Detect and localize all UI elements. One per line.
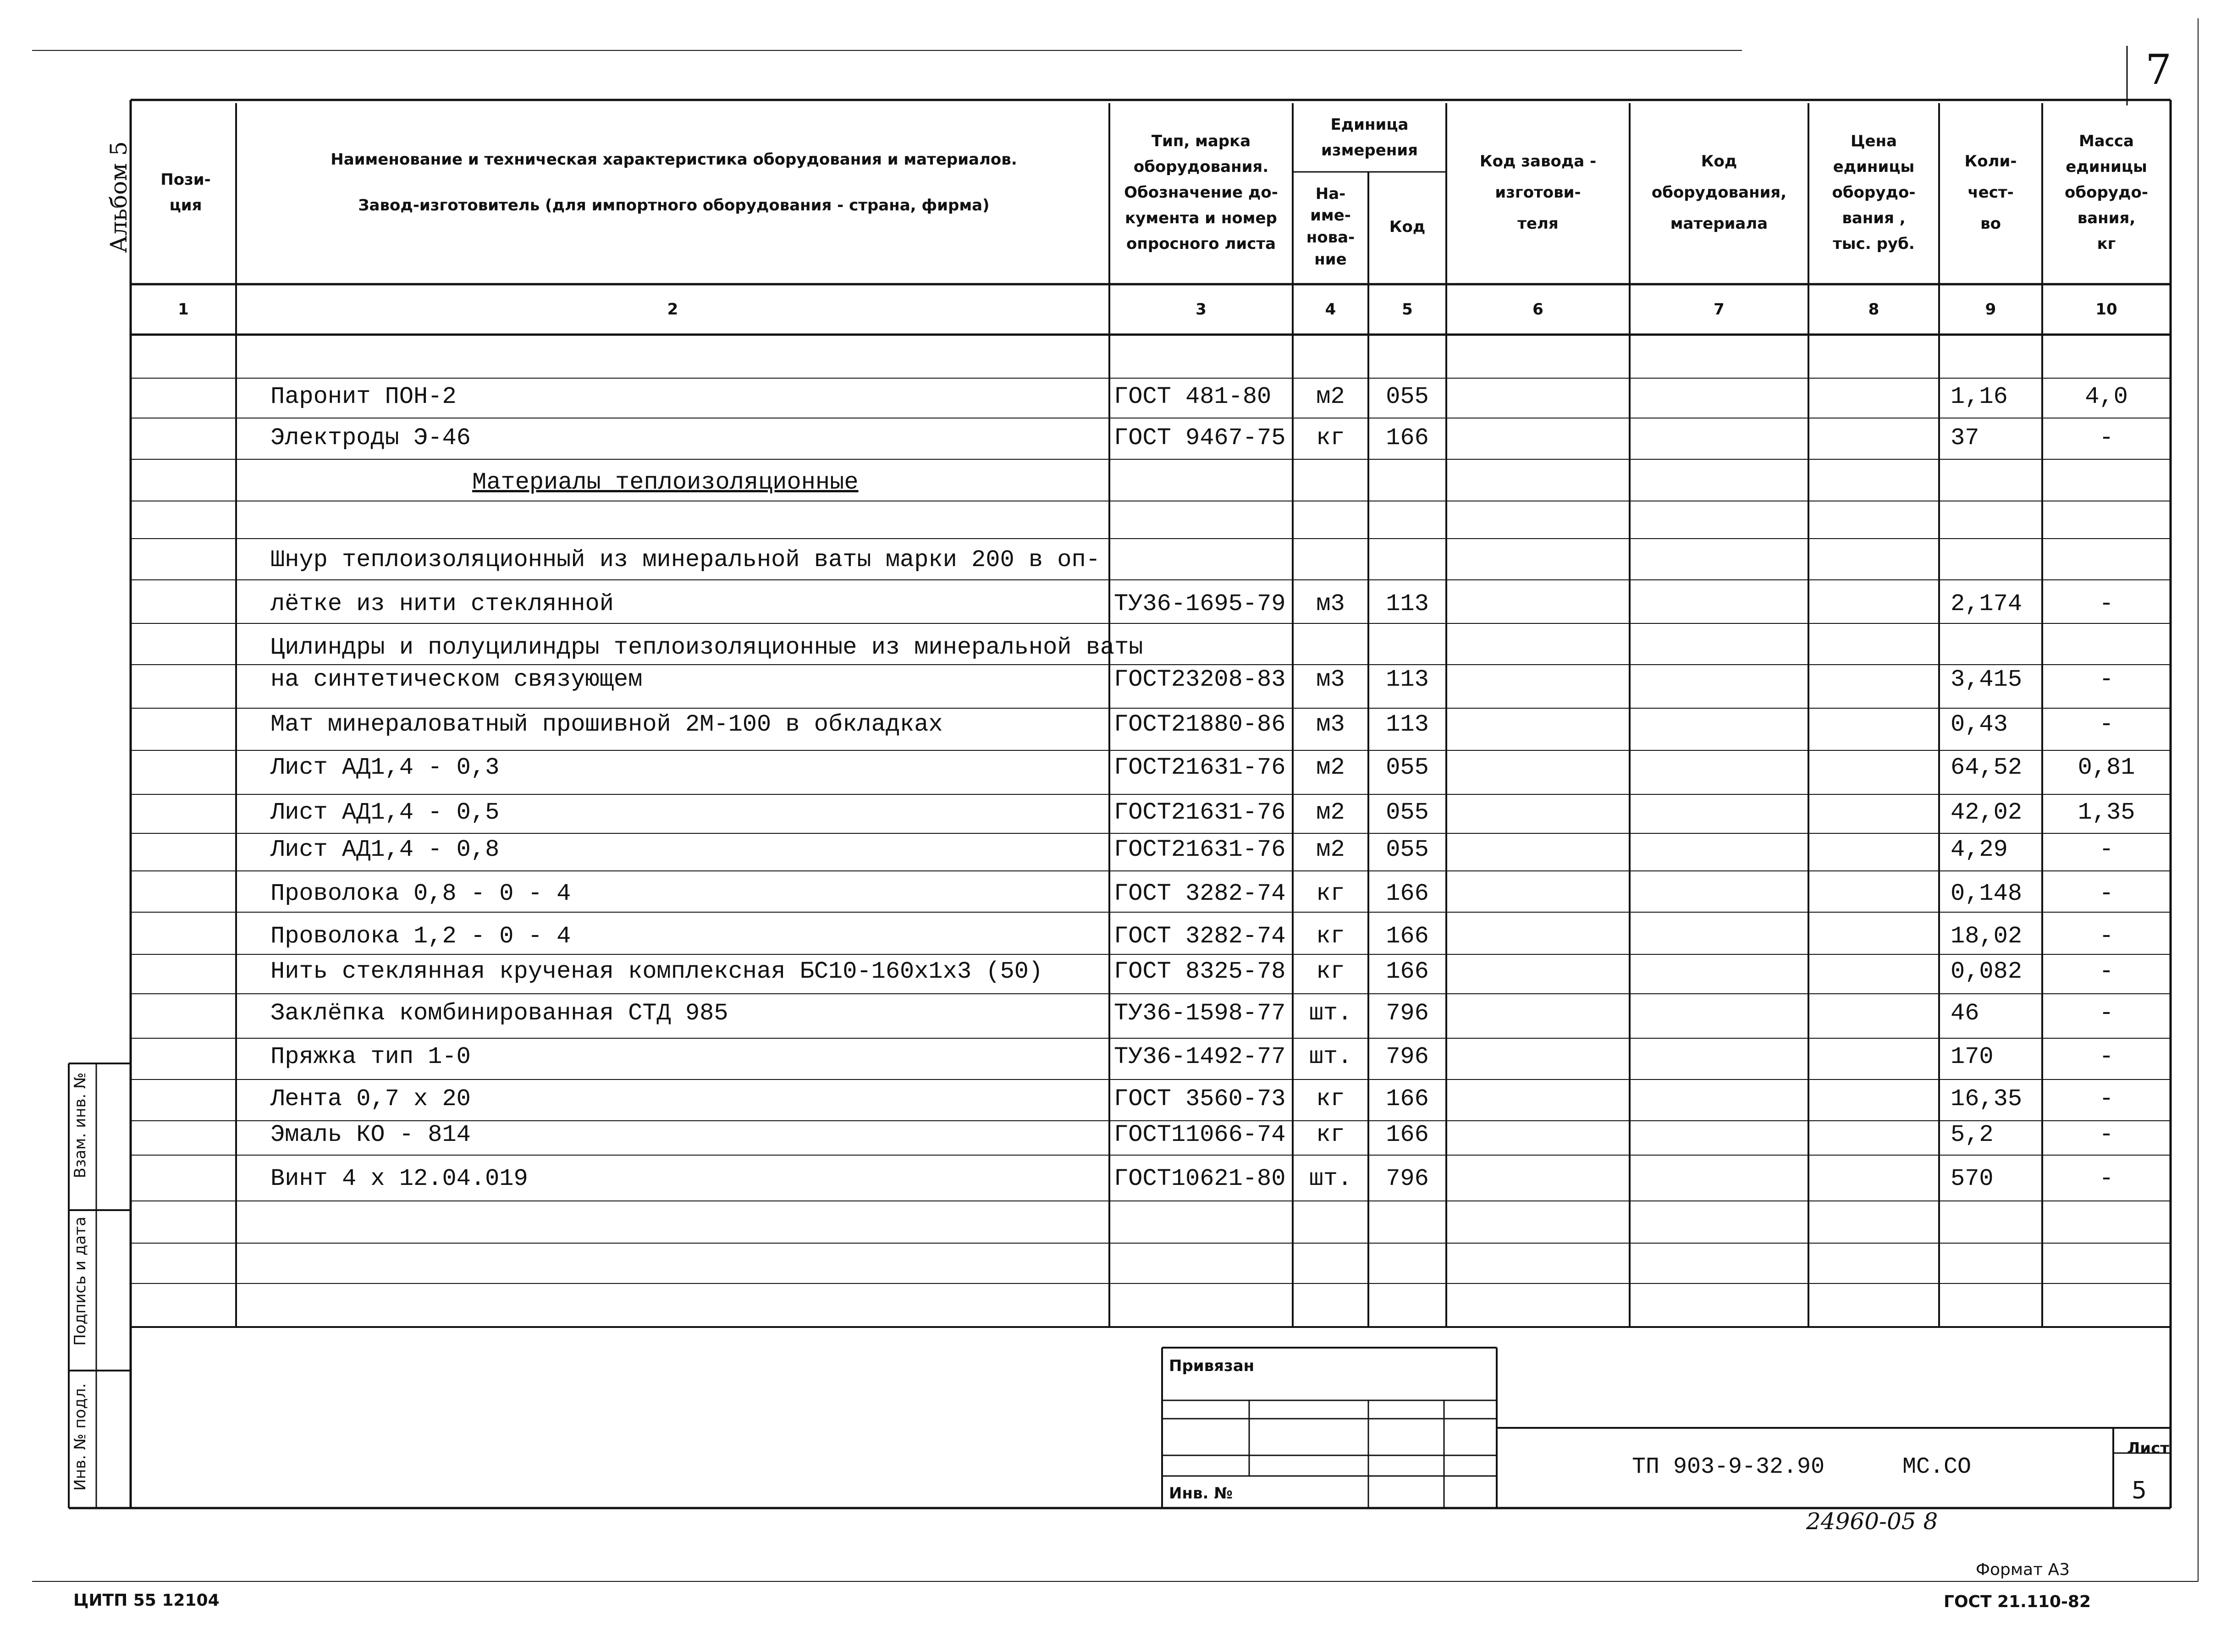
item-mass: - [2099,424,2114,452]
item-name: Цилиндры и полуцилиндры теплоизоляционные из минеральной ваты [270,634,1143,661]
item-document: ГОСТ21880-86 [1114,711,1286,738]
item-name: лётке из нити стеклянной [270,590,614,617]
header-unit-code: Код [1389,217,1426,236]
item-name: Лист АД1,4 - 0,8 [270,836,500,863]
column-number-8: 8 [1868,300,1879,319]
item-document: ГОСТ 9467-75 [1114,424,1286,452]
item-quantity: 0,148 [1951,880,2023,907]
header-equipment-code: Код оборудования, материала [1651,152,1787,233]
item-unit: м2 [1316,383,1345,410]
item-unit-code: 166 [1386,1121,1429,1148]
item-quantity: 570 [1951,1165,1994,1192]
item-unit: м2 [1316,799,1345,826]
item-document: ГОСТ 3282-74 [1114,923,1286,950]
header-type: Тип, марка оборудования. Обозначение до- кумента и номер опросного листа [1124,132,1278,253]
column-number-6: 6 [1532,300,1543,319]
item-unit: шт. [1309,1000,1352,1027]
item-mass: - [2099,1000,2114,1027]
footer-gost: ГОСТ 21.110-82 [1944,1592,2091,1611]
item-mass: - [2099,666,2114,693]
item-name: Эмаль КО - 814 [270,1121,471,1148]
item-unit-code: 113 [1386,666,1429,693]
item-quantity: 0,43 [1951,711,2008,738]
item-name: Проволока 1,2 - 0 - 4 [270,923,571,950]
item-name: Мат минераловатный прошивной 2М-100 в обкладках [270,711,943,738]
item-quantity: 1,16 [1951,383,2008,410]
item-document: ГОСТ 3560-73 [1114,1085,1286,1112]
item-unit-code: 796 [1386,1043,1429,1070]
item-quantity: 18,02 [1951,923,2023,950]
item-unit-code: 055 [1386,383,1429,410]
item-document: ТУ36-1695-79 [1114,590,1286,617]
item-unit-code: 166 [1386,424,1429,452]
item-mass: - [2099,1085,2114,1112]
item-unit: шт. [1309,1165,1352,1192]
column-number-10: 10 [2095,300,2117,319]
item-quantity: 42,02 [1951,799,2023,826]
item-unit: м2 [1316,836,1345,863]
header-name-line2: Завод-изготовитель (для импортного оборудования - страна, фирма) [358,196,990,215]
item-mass: 0,81 [2078,754,2135,781]
side-label-inv-podl: Инв. № подл. [71,1383,89,1491]
item-unit: м2 [1316,754,1345,781]
header-mass: Масса единицы оборудо- вания, кг [2065,132,2148,253]
item-unit-code: 055 [1386,836,1429,863]
item-name: Пряжка тип 1-0 [270,1043,471,1070]
item-name: Лист АД1,4 - 0,3 [270,754,500,781]
item-mass: 1,35 [2078,799,2135,826]
header-unit-name: На- име- нова- ние [1306,184,1355,269]
item-document: ГОСТ21631-76 [1114,799,1286,826]
item-document: ГОСТ 8325-78 [1114,958,1286,985]
item-document: ТУ36-1598-77 [1114,1000,1286,1027]
item-name: Винт 4 х 12.04.019 [270,1165,528,1192]
header-quantity: Коли- чест- во [1964,152,2017,233]
item-unit: кг [1316,923,1345,950]
side-label-podpis: Подпись и дата [71,1217,89,1346]
item-unit: кг [1316,1121,1345,1148]
header-position: Пози- ция [160,170,211,215]
stamp-privyazan: Привязан [1169,1357,1255,1375]
item-unit: м3 [1316,666,1345,693]
item-document: ГОСТ11066-74 [1114,1121,1286,1148]
item-mass: - [2099,923,2114,950]
item-mass: - [2099,880,2114,907]
item-mass: - [2099,836,2114,863]
stamp-list-label: Лист [2127,1439,2169,1458]
item-quantity: 0,082 [1951,958,2023,985]
item-mass: - [2099,1165,2114,1192]
item-name: Лист АД1,4 - 0,5 [270,799,500,826]
header-factory-code: Код завода - изготови- теля [1479,152,1597,233]
item-unit-code: 166 [1386,1085,1429,1112]
column-number-9: 9 [1985,300,1996,319]
item-name: Электроды Э-46 [270,424,471,452]
item-document: ГОСТ 481-80 [1114,383,1272,410]
item-document: ГОСТ21631-76 [1114,836,1286,863]
item-mass: - [2099,1043,2114,1070]
footer-code: ЦИТП 55 12104 [73,1591,220,1610]
item-quantity: 2,174 [1951,590,2023,617]
column-number-2: 2 [667,300,678,319]
column-number-5: 5 [1402,300,1413,319]
header-unit-group: Единица измерения [1321,115,1418,160]
item-quantity: 3,415 [1951,666,2023,693]
item-unit-code: 055 [1386,754,1429,781]
album-label: Альбом 5 [105,141,132,253]
item-quantity: 37 [1951,424,1979,452]
header-name-line1: Наименование и техническая характеристика оборудования и материалов. [331,150,1017,169]
item-quantity: 5,2 [1951,1121,1994,1148]
sheet-mark: 7 [2145,46,2172,94]
item-document: ГОСТ10621-80 [1114,1165,1286,1192]
item-name: Проволока 0,8 - 0 - 4 [270,880,571,907]
item-unit: м3 [1316,590,1345,617]
item-quantity: 64,52 [1951,754,2023,781]
item-unit: кг [1316,1085,1345,1112]
item-name: Нить стеклянная крученая комплексная БС10-160х1х3 (50) [270,958,1043,985]
item-mass: 4,0 [2085,383,2128,410]
archive-number: 24960-05 8 [1806,1508,1938,1535]
item-unit: кг [1316,424,1345,452]
item-mass: - [2099,590,2114,617]
column-number-4: 4 [1325,300,1336,319]
item-unit: шт. [1309,1043,1352,1070]
item-quantity: 170 [1951,1043,1994,1070]
item-quantity: 46 [1951,1000,1979,1027]
item-name: Лента 0,7 х 20 [270,1085,471,1112]
stamp-designation: ТП 903-9-32.90 [1632,1454,1825,1480]
item-quantity: 4,29 [1951,836,2008,863]
item-name: Шнур теплоизоляционный из минеральной ваты марки 200 в оп- [270,546,1100,573]
column-number-7: 7 [1714,300,1725,319]
stamp-list-number: 5 [2132,1477,2147,1504]
item-document: ТУ36-1492-77 [1114,1043,1286,1070]
item-document: ГОСТ23208-83 [1114,666,1286,693]
item-unit-code: 166 [1386,880,1429,907]
item-unit-code: 166 [1386,958,1429,985]
item-document: ГОСТ21631-76 [1114,754,1286,781]
stamp-inv-no: Инв. № [1169,1484,1233,1503]
item-quantity: 16,35 [1951,1085,2023,1112]
item-name: Паронит ПОН-2 [270,383,457,410]
item-mass: - [2099,958,2114,985]
item-unit-code: 055 [1386,799,1429,826]
item-mass: - [2099,711,2114,738]
item-unit: кг [1316,958,1345,985]
column-number-1: 1 [178,300,189,319]
item-name: на синтетическом связующем [270,666,643,693]
stamp-mark: МС.СО [1902,1454,1972,1480]
header-price: Цена единицы оборудо- вания , тыс. руб. [1832,132,1916,253]
side-label-vzam: Взам. инв. № [71,1072,89,1178]
column-number-3: 3 [1196,300,1207,319]
item-unit-code: 113 [1386,711,1429,738]
item-document: ГОСТ 3282-74 [1114,880,1286,907]
footer-format: Формат А3 [1976,1560,2070,1579]
item-unit-code: 113 [1386,590,1429,617]
section-heading: Материалы теплоизоляционные [472,469,859,496]
item-unit-code: 796 [1386,1165,1429,1192]
item-unit-code: 796 [1386,1000,1429,1027]
item-name: Заклёпка комбинированная СТД 985 [270,1000,728,1027]
item-unit: м3 [1316,711,1345,738]
item-unit: кг [1316,880,1345,907]
item-unit-code: 166 [1386,923,1429,950]
item-mass: - [2099,1121,2114,1148]
